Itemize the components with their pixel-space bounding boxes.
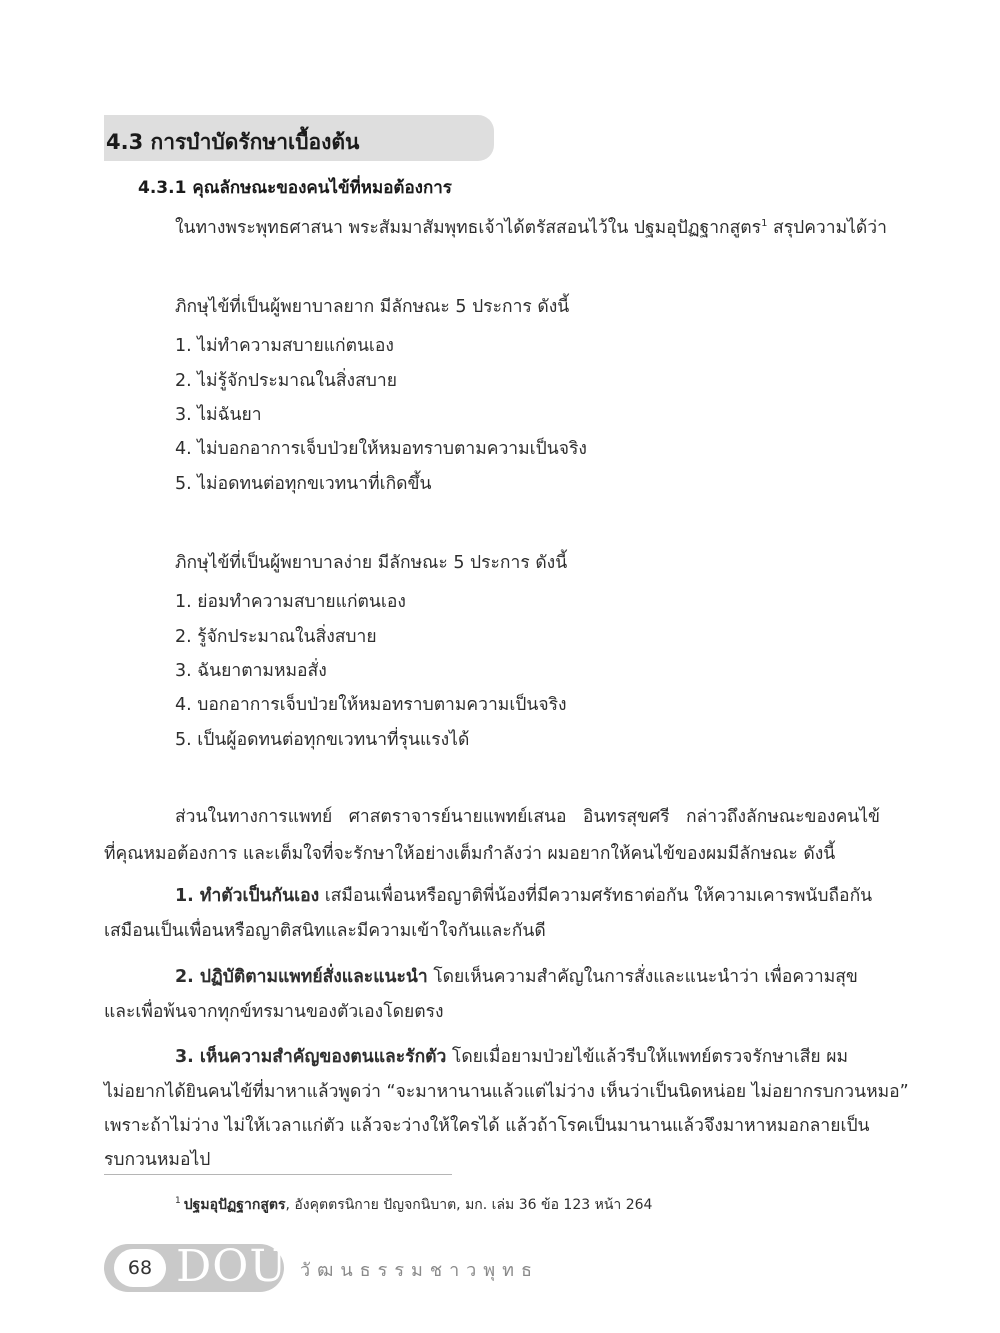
intro-text-after: สรุปความได้ว่า — [767, 218, 887, 238]
list-item: 3. ฉันยาตามหมอสั่ง — [175, 661, 327, 681]
point-1-line: เสมือนเป็นเพื่อนหรือญาติสนิทและมีความเข้าใจกันและกันดี — [104, 921, 546, 941]
point-3-first-line — [175, 1042, 848, 1070]
point-2-line: และเพื่อพ้นจากทุกข์ทรมานของตัวเองโดยตรง — [104, 1002, 444, 1022]
intro-paragraph — [175, 213, 887, 241]
easy-patient-heading: ภิกษุไข้ที่เป็นผู้พยาบาลง่าย มีลักษณะ 5 ประการ ดังนี้ — [175, 553, 568, 573]
list-item: 3. ไม่ฉันยา — [175, 405, 262, 425]
list-item: 1. ไม่ทำความสบายแก่ตนเอง — [175, 336, 394, 356]
section-title: 4.3 การบำบัดรักษาเบื้องต้น — [106, 130, 360, 154]
footnote-citation: , อังคุตตรนิกาย ปัญจกนิบาต, มก. เล่ม 36 ข้อ 123 หน้า 264 — [285, 1197, 653, 1213]
point-3-line: ไม่อยากได้ยินคนไข้ที่มาหาแล้วพูดว่า “จะมาหานานแล้วแต่ไม่ว่าง เห็นว่าเป็นนิดหน่อย ไม่อยากรบกวนหมอ” — [104, 1082, 909, 1102]
medical-paragraph-line2: ที่คุณหมอต้องการ และเต็มใจที่จะรักษาให้อย่างเต็มกำลังว่า ผมอยากให้คนไข้ของผมมีลักษณะ ดังนี้ — [104, 844, 836, 864]
footnote-source-title: ปฐมอุปัฏฐากสูตร — [183, 1197, 286, 1213]
point-2-text: โดยเห็นความสำคัญในการสั่งและแนะนำว่า เพื่อความสุข — [427, 967, 858, 987]
footnote-mark: 1 — [175, 1196, 181, 1207]
footnote-reference: 1 — [761, 218, 768, 230]
point-2-first-line — [175, 962, 858, 990]
book-title: วัฒนธรรมชาวพุทธ — [300, 1260, 540, 1281]
footnote — [175, 1194, 652, 1216]
intro-text: ในทางพระพุทธศาสนา พระสัมมาสัมพุทธเจ้าได้ตรัสสอนไว้ใน ปฐมอุปัฏฐากสูตร — [175, 218, 762, 238]
list-item: 2. ไม่รู้จักประมาณในสิ่งสบาย — [175, 371, 397, 391]
list-item: 1. ย่อมทำความสบายแก่ตนเอง — [175, 592, 406, 612]
point-1-title: 1. ทำตัวเป็นกันเอง — [175, 886, 320, 906]
list-item: 2. รู้จักประมาณในสิ่งสบาย — [175, 627, 377, 647]
hard-patient-heading: ภิกษุไข้ที่เป็นผู้พยาบาลยาก มีลักษณะ 5 ประการ ดังนี้ — [175, 297, 570, 317]
point-1-first-line — [175, 881, 872, 909]
point-3-line: รบกวนหมอไป — [104, 1150, 211, 1170]
point-3-title: 3. เห็นความสำคัญของตนและรักตัว — [175, 1047, 447, 1067]
list-item: 4. ไม่บอกอาการเจ็บป่วยให้หมอทราบตามความเป็นจริง — [175, 439, 587, 459]
point-3-line: เพราะถ้าไม่ว่าง ไม่ให้เวลาแก่ตัว แล้วจะว่างให้ใครได้ แล้วถ้าโรคเป็นมานานแล้วจึงมาหาหมอกลายเป็น — [104, 1116, 870, 1136]
dou-logo: DOU — [176, 1241, 288, 1292]
subsection-title: 4.3.1 คุณลักษณะของคนไข้ที่หมอต้องการ — [138, 178, 452, 198]
list-item: 4. บอกอาการเจ็บป่วยให้หมอทราบตามความเป็นจริง — [175, 695, 567, 715]
list-item: 5. เป็นผู้อดทนต่อทุกขเวทนาที่รุนแรงได้ — [175, 730, 470, 750]
page-number: 68 — [114, 1249, 166, 1287]
medical-paragraph-line1: ส่วนในทางการแพทย์ ศาสตราจารย์นายแพทย์เสนอ อินทรสุขศรี กล่าวถึงลักษณะของคนไข้ — [175, 807, 880, 827]
point-1-text: เสมือนเพื่อนหรือญาติพี่น้องที่มีความศรัทธาต่อกัน ให้ความเคารพนับถือกัน — [319, 886, 873, 906]
footnote-divider — [104, 1174, 452, 1175]
point-2-title: 2. ปฏิบัติตามแพทย์สั่งและแนะนำ — [175, 967, 428, 987]
point-3-text: โดยเมื่อยามป่วยไข้แล้วรีบให้แพทย์ตรวจรักษาเสีย ผม — [446, 1047, 849, 1067]
list-item: 5. ไม่อดทนต่อทุกขเวทนาที่เกิดขึ้น — [175, 474, 432, 494]
